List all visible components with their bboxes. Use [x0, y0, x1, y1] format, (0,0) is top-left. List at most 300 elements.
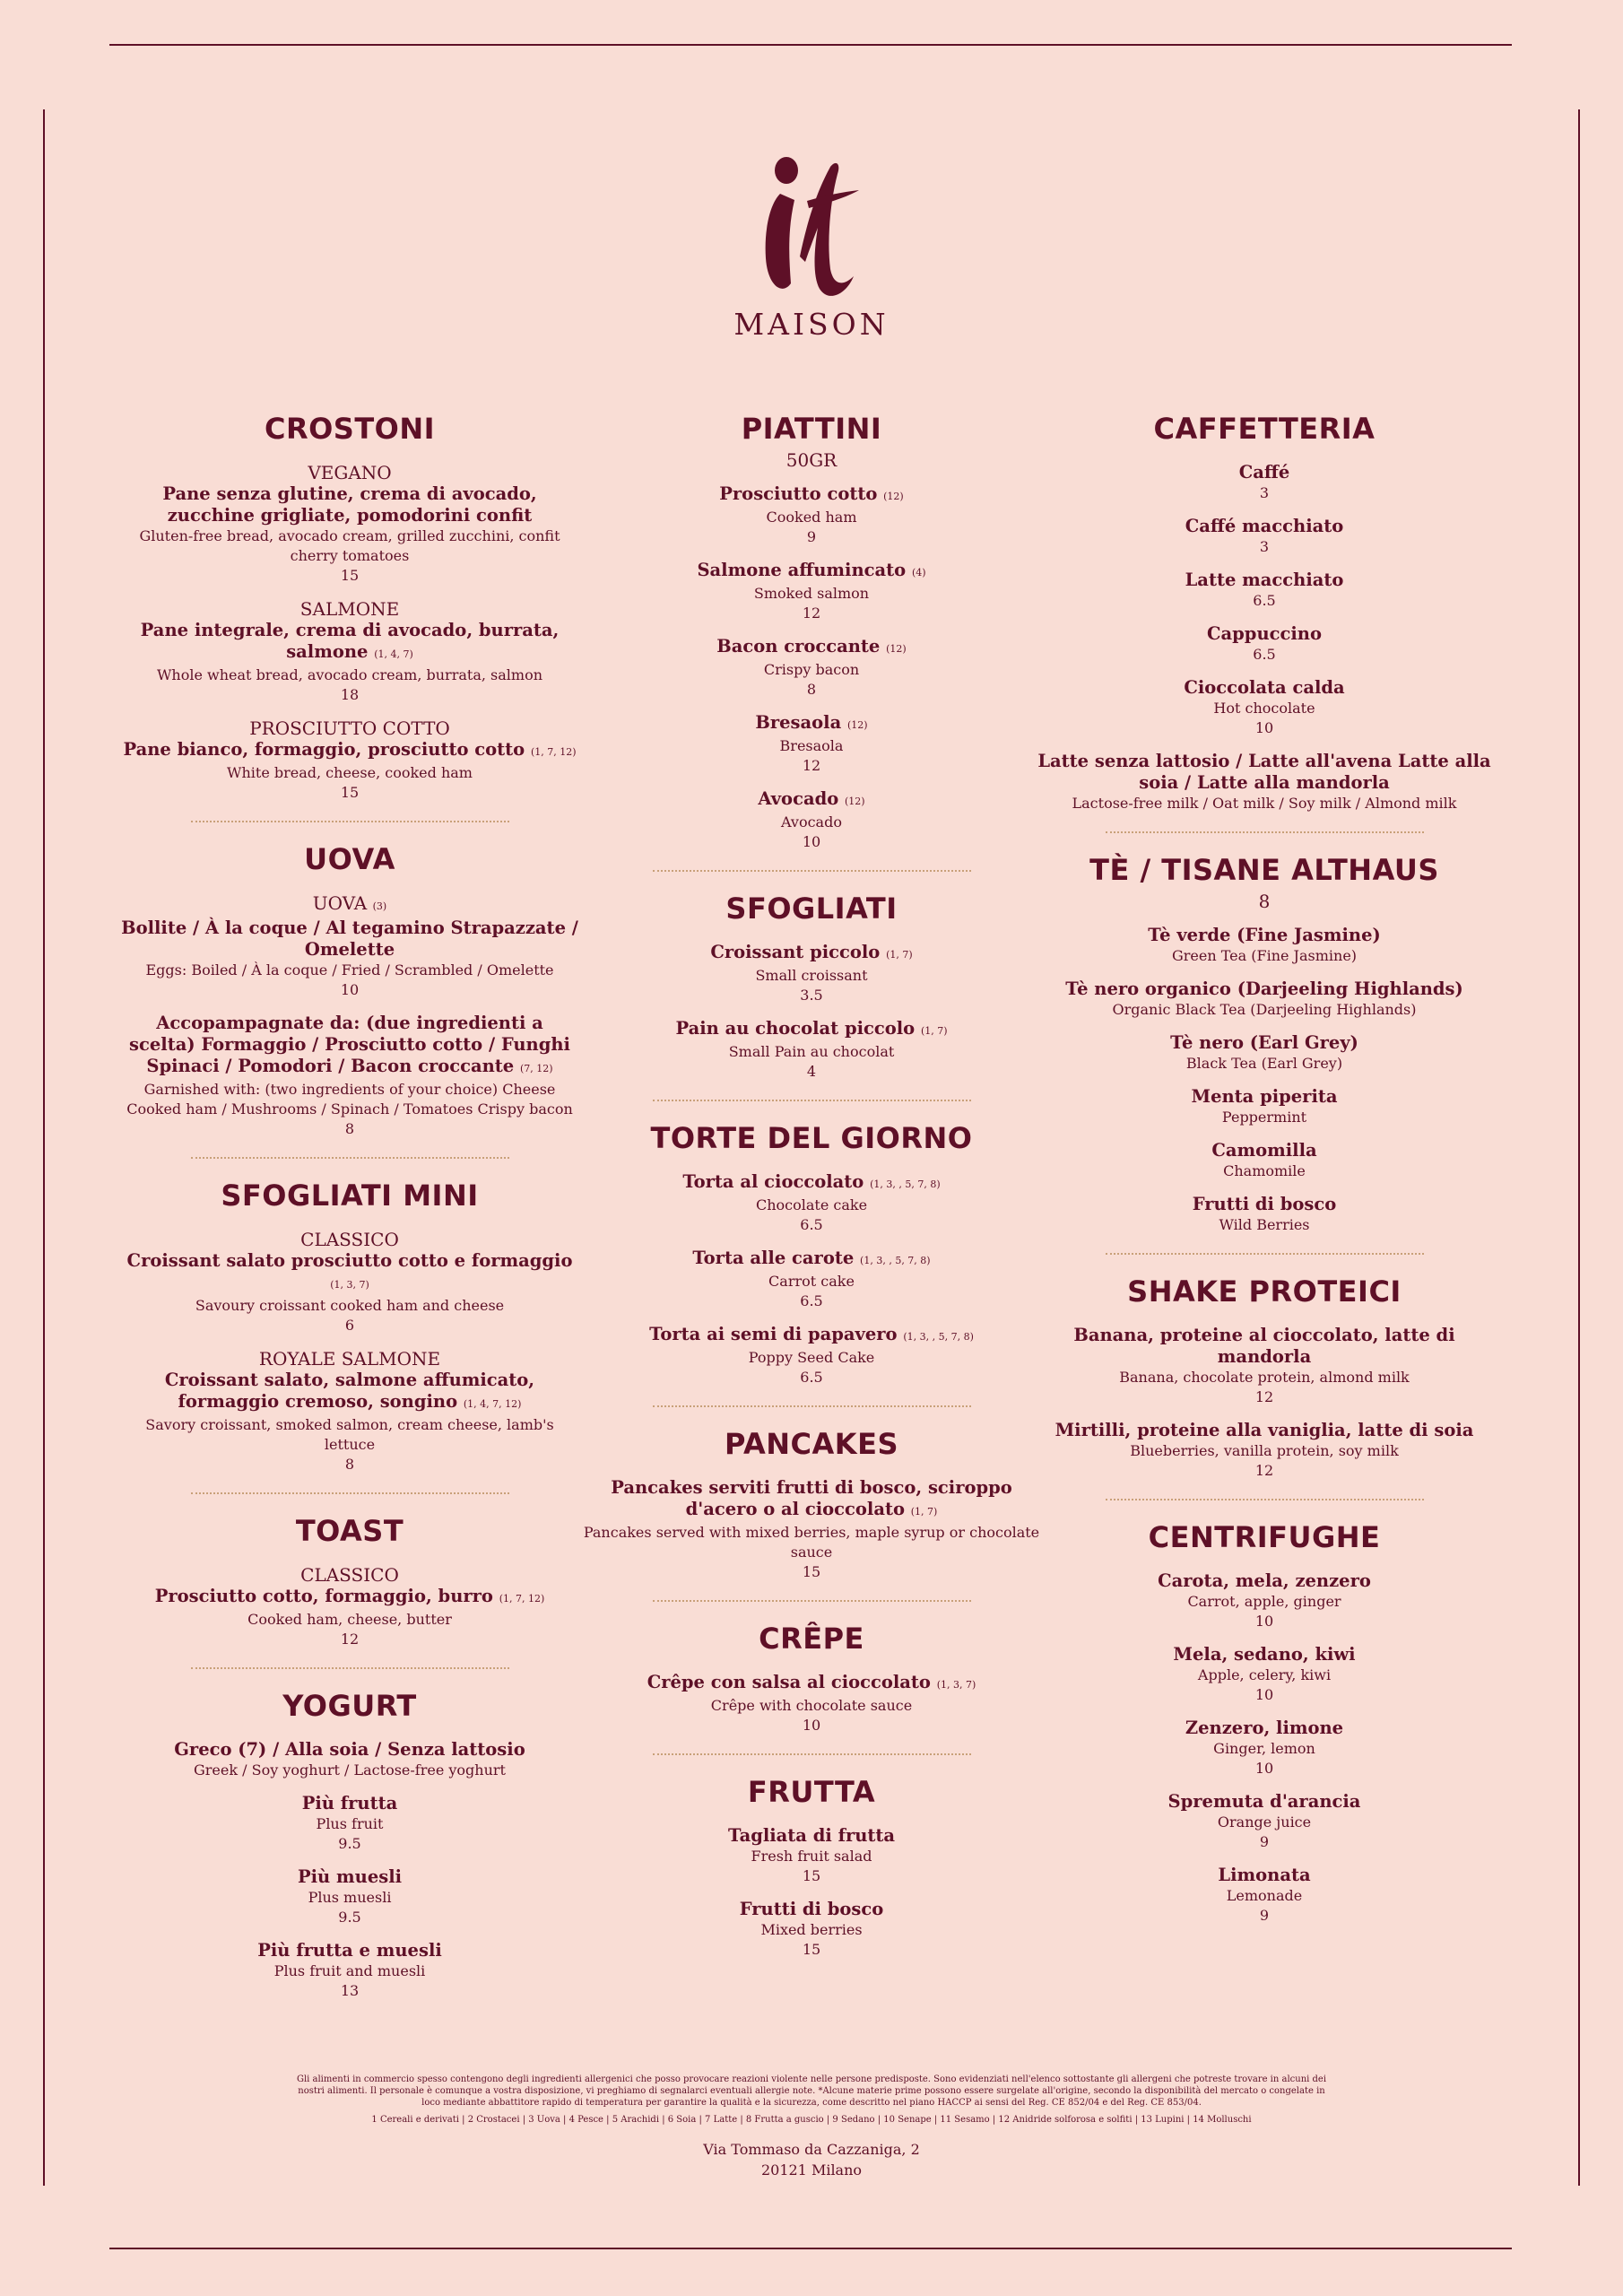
menu-item: [583, 483, 1040, 547]
section-title: PANCAKES: [724, 1427, 898, 1461]
item-category: [121, 1229, 578, 1250]
item-price: 6.5: [800, 1292, 823, 1309]
item-price: 10: [1254, 1613, 1274, 1630]
item-category: [121, 718, 578, 739]
allergen-codes: (1, 7, 12): [499, 1593, 545, 1605]
address-street: Via Tommaso da Cazzaniga, 2: [703, 2141, 920, 2158]
item-name: [583, 1672, 1040, 1696]
menu-item: [1036, 570, 1493, 611]
item-english: Crêpe with chocolate sauce: [710, 1697, 913, 1714]
item-name-text: Limonata: [1218, 1865, 1311, 1885]
item-english: Organic Black Tea (Darjeeling Highlands): [1112, 1001, 1417, 1018]
logo: [722, 151, 901, 352]
item-name-text: Latte senza lattosio / Latte all'avena Latte alla soia / Latte alla mandorla: [1037, 751, 1491, 793]
item-price: 6.5: [1253, 646, 1276, 663]
menu-section: [583, 888, 1040, 1082]
menu-item: [121, 1866, 578, 1927]
item-english: Lactose-free milk / Oat milk / Soy milk / Almond milk: [1072, 795, 1457, 812]
menu-section: [121, 408, 578, 803]
item-name-text: Frutti di bosco: [1192, 1194, 1337, 1214]
menu-item: [121, 1564, 578, 1649]
item-name: [121, 1370, 578, 1415]
item-name-text: Frutti di bosco: [739, 1899, 884, 1919]
item-category-text: SALMONE: [299, 598, 400, 620]
section-title: YOGURT: [282, 1689, 417, 1723]
item-english: Small Pain au chocolat: [728, 1043, 895, 1060]
menu-item: [1036, 1570, 1493, 1631]
item-name: [121, 1866, 578, 1888]
item-price: 4: [806, 1063, 817, 1080]
item-english: Poppy Seed Cake: [748, 1349, 875, 1366]
item-english: Ginger, lemon: [1213, 1740, 1315, 1757]
item-english: Bresaola: [779, 737, 844, 754]
menu-item: [1036, 1194, 1493, 1235]
item-english: Banana, chocolate protein, almond milk: [1119, 1369, 1410, 1386]
item-price: 8: [344, 1456, 355, 1473]
menu-item: [1036, 1420, 1493, 1481]
menu-item: [583, 1018, 1040, 1082]
item-name: [1036, 462, 1493, 483]
item-name-text: Tè verde (Fine Jasmine): [1148, 925, 1381, 945]
menu-item: [583, 1248, 1040, 1311]
item-price: 6.5: [1253, 592, 1276, 609]
item-name: [121, 1940, 578, 1961]
item-english: Carrot, apple, ginger: [1187, 1593, 1341, 1610]
item-name: [583, 1477, 1040, 1523]
left-border-line: [43, 109, 45, 2186]
item-price: 9: [1259, 1833, 1270, 1850]
item-category-text: CLASSICO: [300, 1229, 399, 1250]
menu-section: [1036, 1517, 1493, 1926]
menu-column-center: [583, 408, 1040, 1960]
item-english: White bread, cheese, cooked ham: [227, 764, 473, 781]
item-name: [583, 788, 1040, 813]
item-english: Savoury croissant cooked ham and cheese: [195, 1297, 505, 1314]
item-price: 18: [340, 686, 360, 703]
item-english: Lemonade: [1226, 1887, 1303, 1904]
item-name: [1036, 1718, 1493, 1739]
item-english: Cooked ham, cheese, butter: [247, 1611, 452, 1628]
menu-item: [583, 1477, 1040, 1582]
item-price: 10: [1254, 1760, 1274, 1777]
item-category: [121, 1564, 578, 1586]
item-price: 9: [1259, 1907, 1270, 1924]
item-category: [121, 892, 578, 918]
item-english: Chamomile: [1223, 1162, 1306, 1179]
menu-column-left: [121, 408, 578, 2001]
item-name-text: Bacon croccante: [716, 636, 881, 657]
menu-item: [1036, 751, 1493, 813]
item-name: [1036, 570, 1493, 591]
item-name: [121, 1586, 578, 1610]
menu-section: [1036, 408, 1493, 813]
item-category-text: PROSCIUTTO COTTO: [249, 718, 450, 739]
item-name: [583, 1018, 1040, 1042]
allergen-codes: (12): [883, 491, 904, 502]
item-name: [1036, 1032, 1493, 1054]
item-english: Garnished with: (two ingredients of your choice) Cheese Cooked ham / Mushrooms / Spinach / Tomatoes Crispy bacon: [126, 1081, 573, 1118]
item-name: [121, 918, 578, 961]
item-price: 12: [802, 757, 821, 774]
item-english: Plus muesli: [308, 1889, 392, 1906]
item-price: 9.5: [338, 1835, 361, 1852]
item-english: Orange juice: [1217, 1813, 1312, 1831]
menu-item: [1036, 516, 1493, 557]
menu-item: [121, 598, 578, 705]
section-title: CENTRIFUGHE: [1148, 1520, 1381, 1554]
item-name-text: Bresaola: [755, 712, 842, 733]
section-divider: [191, 1157, 509, 1159]
menu-item: [1036, 1644, 1493, 1705]
item-name-text: Pain au chocolat piccolo: [675, 1018, 916, 1039]
item-price: 3: [1259, 484, 1270, 501]
item-price: 6: [344, 1317, 355, 1334]
item-english: Whole wheat bread, avocado cream, burrata, salmon: [156, 666, 543, 683]
section-divider: [191, 1667, 509, 1669]
item-name: [121, 739, 578, 763]
footer: [296, 2074, 1327, 2180]
item-english: Savory croissant, smoked salmon, cream cheese, lamb's lettuce: [145, 1416, 554, 1453]
menu-item: [1036, 677, 1493, 738]
item-english: Cooked ham: [766, 509, 857, 526]
menu-item: [1036, 1325, 1493, 1407]
address-city: 20121 Milano: [760, 2161, 863, 2179]
item-name-text: Prosciutto cotto, formaggio, burro: [154, 1586, 493, 1606]
allergen-notice: Gli alimenti in commercio spesso contengono degli ingredienti allergenici che posso provocare reazioni violente nelle persone predisposte. Sono evidenziati nell'elenco sottostante gli allergeni che potreste trovare in alcuni dei nostri alimenti. Il personale è comunque a vostra disposizione, vi preghiamo di segnalarci eventuali allergie note. *Alcune materie prime possono essere surgelate all'origine, secondo la disponibilità del mercato o congelate in loco mediante abbattitore rapido di temperatura per garantire la qualità e la sicurezza, come descritto nel piano HACCP ai sensi del Reg. CE 852/04 e del Reg. CE 853/04.: [296, 2074, 1327, 2108]
item-name-text: Accopampagnate da: (due ingredienti a scelta) Formaggio / Prosciutto cotto / Funghi Spinaci / Pomodori / Bacon croccante: [129, 1013, 570, 1076]
item-name: [583, 712, 1040, 736]
item-english: Chocolate cake: [755, 1196, 868, 1213]
item-name-text: Salmone affumincato: [697, 560, 907, 580]
item-price: 12: [340, 1631, 360, 1648]
item-name-text: Torta alle carote: [692, 1248, 855, 1268]
item-name-text: Spremuta d'arancia: [1167, 1791, 1361, 1812]
menu-item: [583, 1324, 1040, 1387]
item-price: 10: [1254, 719, 1274, 736]
menu-item: [1036, 462, 1493, 503]
item-price: 15: [340, 567, 360, 584]
item-name: [121, 1793, 578, 1814]
brand-name: MAISON: [733, 307, 890, 342]
item-name: [121, 483, 578, 526]
item-name-text: Avocado: [758, 788, 839, 809]
allergen-codes: (1, 4, 7, 12): [463, 1398, 522, 1410]
item-category-text: CLASSICO: [300, 1564, 399, 1586]
item-name: [583, 1825, 1040, 1847]
item-name-text: Croissant salato prosciutto cotto e formaggio: [126, 1250, 573, 1271]
item-name: [1036, 1570, 1493, 1592]
menu-item: [583, 1899, 1040, 1960]
item-price: 12: [1254, 1388, 1274, 1405]
item-name-text: Camomilla: [1211, 1140, 1317, 1161]
item-price: 6.5: [800, 1216, 823, 1233]
section-title: SFOGLIATI: [725, 891, 898, 926]
item-name-text: Bollite / À la coque / Al tegamino Strapazzate / Omelette: [121, 918, 578, 960]
section-title: TOAST: [295, 1514, 404, 1548]
item-price: 10: [802, 1717, 821, 1734]
address: [296, 2139, 1327, 2180]
menu-item: [1036, 1086, 1493, 1127]
allergen-codes: (12): [847, 719, 868, 731]
menu-item: [1036, 1718, 1493, 1779]
item-english: Blueberries, vanilla protein, soy milk: [1130, 1442, 1399, 1459]
allergen-codes: (1, 7): [886, 949, 913, 961]
allergen-codes: (1, 3, , 5, 7, 8): [870, 1178, 941, 1190]
item-name: [1036, 1086, 1493, 1108]
section-title: CROSTONI: [264, 412, 436, 446]
menu-item: [583, 1171, 1040, 1235]
item-english: Avocado: [781, 813, 842, 831]
category-allergen-codes: (3): [372, 900, 387, 912]
section-subtitle: 8: [1258, 891, 1271, 912]
item-english: Apple, celery, kiwi: [1197, 1666, 1332, 1683]
item-category-text: VEGANO: [308, 462, 392, 483]
item-name: [583, 1171, 1040, 1196]
item-name-text: Tè nero (Earl Grey): [1170, 1032, 1358, 1053]
item-name-text: Pane bianco, formaggio, prosciutto cotto: [123, 739, 525, 760]
item-name-text: Greco (7) / Alla soia / Senza lattosio: [174, 1739, 525, 1760]
item-price: 6.5: [800, 1369, 823, 1386]
item-name: [583, 1899, 1040, 1920]
item-price: 8: [806, 681, 817, 698]
item-category: [121, 598, 578, 620]
item-name: [1036, 516, 1493, 537]
menu-section: [121, 1175, 578, 1474]
menu-item: [121, 1739, 578, 1780]
item-price: 12: [1254, 1462, 1274, 1479]
item-english: Fresh fruit salad: [751, 1848, 872, 1865]
item-name-text: Banana, proteine al cioccolato, latte di mandorla: [1073, 1325, 1455, 1367]
item-english: Pancakes served with mixed berries, maple syrup or chocolate sauce: [583, 1524, 1040, 1561]
item-english: Plus fruit and muesli: [273, 1962, 426, 1979]
item-category-text: ROYALE SALMONE: [258, 1348, 441, 1370]
allergen-codes: (1, 4, 7): [374, 648, 413, 660]
item-name-text: Mirtilli, proteine alla vaniglia, latte di soia: [1055, 1420, 1474, 1440]
menu-item: [121, 892, 578, 1000]
item-name-text: Carota, mela, zenzero: [1158, 1570, 1371, 1591]
menu-item: [583, 1825, 1040, 1886]
section-divider: [1106, 1499, 1424, 1500]
item-english: Hot chocolate: [1213, 700, 1315, 717]
item-name: [121, 1250, 578, 1296]
allergen-codes: (1, 7): [920, 1025, 948, 1037]
section-divider: [653, 870, 971, 872]
item-price: 15: [802, 1941, 821, 1958]
item-category: [121, 1348, 578, 1370]
section-divider: [653, 1100, 971, 1101]
right-border-line: [1578, 109, 1580, 2186]
menu-section: [583, 1618, 1040, 1735]
item-name: [1036, 1644, 1493, 1665]
menu-item: [121, 718, 578, 803]
item-price: 9: [806, 528, 817, 545]
section-title: CRÊPE: [759, 1622, 864, 1656]
item-name: [121, 1739, 578, 1761]
item-name-text: Croissant piccolo: [710, 942, 881, 962]
item-name: [1036, 1865, 1493, 1886]
menu-item: [1036, 925, 1493, 966]
menu-item: [121, 1940, 578, 2001]
allergen-codes: (12): [845, 796, 865, 807]
item-category: [121, 462, 578, 483]
section-divider: [1106, 1253, 1424, 1255]
item-price: 10: [340, 981, 360, 998]
menu-item: [583, 942, 1040, 1005]
item-name-text: Caffé: [1238, 462, 1290, 483]
bottom-rule: [109, 2248, 1512, 2249]
menu-column-right: [1036, 408, 1493, 1926]
menu-item: [121, 1793, 578, 1854]
item-english: Small croissant: [755, 967, 868, 984]
allergen-codes: (1, 3, 7): [936, 1679, 976, 1691]
allergen-codes: (4): [911, 567, 926, 578]
item-english: Gluten-free bread, avocado cream, grilled zucchini, confit cherry tomatoes: [139, 527, 560, 564]
menu-item: [583, 788, 1040, 852]
item-name: [1036, 1140, 1493, 1161]
section-title: SFOGLIATI MINI: [221, 1178, 479, 1213]
allergen-codes: (1, 3, , 5, 7, 8): [903, 1331, 974, 1343]
menu-item: [121, 1229, 578, 1335]
section-divider: [191, 821, 509, 822]
section-title: UOVA: [304, 842, 395, 876]
menu-item: [121, 462, 578, 586]
allergen-codes: (1, 7, 12): [530, 746, 577, 758]
item-name-text: Pancakes serviti frutti di bosco, sciroppo d'acero o al cioccolato: [611, 1477, 1012, 1519]
item-category-text: UOVA: [312, 892, 368, 914]
menu-item: [1036, 1791, 1493, 1852]
allergen-codes: (7, 12): [520, 1063, 553, 1074]
item-english: Carrot cake: [768, 1273, 855, 1290]
item-name-text: Croissant salato, salmone affumicato, formaggio cremoso, songino: [164, 1370, 535, 1412]
section-title: TORTE DEL GIORNO: [650, 1121, 973, 1155]
item-name-text: Torta al cioccolato: [682, 1171, 864, 1192]
section-divider: [653, 1753, 971, 1755]
item-price: 3: [1259, 538, 1270, 555]
item-price: 15: [802, 1867, 821, 1884]
item-english: Wild Berries: [1219, 1216, 1310, 1233]
menu-item: [1036, 623, 1493, 665]
section-title: PIATTINI: [741, 412, 882, 446]
menu-item: [583, 560, 1040, 623]
item-price: 8: [344, 1120, 355, 1137]
item-name: [1036, 1791, 1493, 1813]
item-name: [1036, 623, 1493, 645]
item-name: [1036, 1420, 1493, 1441]
item-name: [583, 560, 1040, 584]
top-rule: [109, 44, 1512, 46]
item-name-text: Cioccolata calda: [1184, 677, 1345, 698]
item-english: Black Tea (Earl Grey): [1185, 1055, 1343, 1072]
menu-item: [583, 636, 1040, 700]
item-name: [1036, 925, 1493, 946]
item-name-text: Pane senza glutine, crema di avocado, zucchine grigliate, pomodorini confit: [162, 483, 537, 526]
item-name: [1036, 1194, 1493, 1215]
item-name-text: Più muesli: [297, 1866, 403, 1887]
section-divider: [1106, 831, 1424, 833]
section-title: SHAKE PROTEICI: [1127, 1274, 1402, 1309]
item-price: 12: [802, 604, 821, 622]
menu-section: [121, 1510, 578, 1649]
item-price: 3.5: [800, 987, 823, 1004]
menu-item: [1036, 1140, 1493, 1181]
item-price: 10: [1254, 1686, 1274, 1703]
allergen-codes: (1, 7): [910, 1506, 938, 1518]
item-english: Peppermint: [1221, 1109, 1307, 1126]
menu-item: [583, 712, 1040, 776]
menu-section: [583, 1771, 1040, 1960]
item-name: [583, 483, 1040, 508]
item-english: Smoked salmon: [753, 585, 870, 602]
item-english: Eggs: Boiled / À la coque / Fried / Scrambled / Omelette: [145, 961, 554, 978]
menu-section: [1036, 1271, 1493, 1481]
item-name-text: Cappuccino: [1207, 623, 1322, 644]
item-name-text: Tagliata di frutta: [727, 1825, 896, 1846]
item-name: [1036, 978, 1493, 1000]
it-logo-mark: [753, 151, 870, 303]
item-name-text: Più frutta e muesli: [257, 1940, 442, 1961]
menu-item: [1036, 978, 1493, 1020]
item-name-text: Più frutta: [301, 1793, 398, 1813]
item-name-text: Pane integrale, crema di avocado, burrata, salmone: [140, 620, 560, 662]
item-name: [121, 620, 578, 665]
item-name-text: Crêpe con salsa al cioccolato: [647, 1672, 931, 1692]
menu-item: [121, 1013, 578, 1139]
item-name-text: Caffé macchiato: [1185, 516, 1344, 536]
section-divider: [191, 1492, 509, 1494]
menu-section: [583, 1423, 1040, 1582]
item-name-text: Zenzero, limone: [1185, 1718, 1344, 1738]
section-subtitle: 50GR: [785, 449, 838, 471]
item-name: [121, 1013, 578, 1080]
allergen-codes: (1, 3, , 5, 7, 8): [860, 1255, 931, 1266]
menu-item: [121, 1348, 578, 1474]
menu-item: [1036, 1865, 1493, 1926]
item-english: Green Tea (Fine Jasmine): [1171, 947, 1358, 964]
item-english: Greek / Soy yoghurt / Lactose-free yoghurt: [194, 1761, 506, 1779]
menu-section: [583, 408, 1040, 852]
item-price: 9.5: [338, 1909, 361, 1926]
item-price: 13: [340, 1982, 360, 1999]
item-name: [1036, 1325, 1493, 1368]
item-price: 15: [802, 1563, 821, 1580]
item-name: [583, 636, 1040, 660]
item-name-text: Torta ai semi di papavero: [649, 1324, 898, 1344]
item-name-text: Latte macchiato: [1185, 570, 1344, 590]
section-title: TÈ / TISANE ALTHAUS: [1089, 853, 1439, 887]
item-name-text: Mela, sedano, kiwi: [1173, 1644, 1356, 1665]
section-divider: [653, 1600, 971, 1602]
item-english: Mixed berries: [760, 1921, 863, 1938]
menu-item: [583, 1672, 1040, 1735]
menu-section: [121, 839, 578, 1139]
menu-item: [1036, 1032, 1493, 1074]
item-name: [1036, 751, 1493, 794]
item-name: [1036, 677, 1493, 699]
allergen-legend: 1 Cereali e derivati | 2 Crostacei | 3 Uova | 4 Pesce | 5 Arachidi | 6 Soia | 7 Latte | 8 Frutta a guscio | 9 Sedano | 10 Senape | 11 Sesamo | 12 Anidride solforosa e solfiti | 13 Lupini | 14 Molluschi: [371, 2115, 1252, 2125]
section-title: FRUTTA: [747, 1775, 876, 1809]
section-title: CAFFETTERIA: [1153, 412, 1376, 446]
item-name: [583, 1324, 1040, 1348]
menu-section: [1036, 849, 1493, 1235]
item-name-text: Tè nero organico (Darjeeling Highlands): [1065, 978, 1463, 999]
menu-section: [583, 1118, 1040, 1387]
item-name: [583, 942, 1040, 966]
item-name-text: Prosciutto cotto: [719, 483, 878, 504]
section-divider: [653, 1405, 971, 1407]
item-english: Crispy bacon: [763, 661, 860, 678]
item-price: 10: [802, 833, 821, 850]
item-name-text: Menta piperita: [1191, 1086, 1338, 1107]
